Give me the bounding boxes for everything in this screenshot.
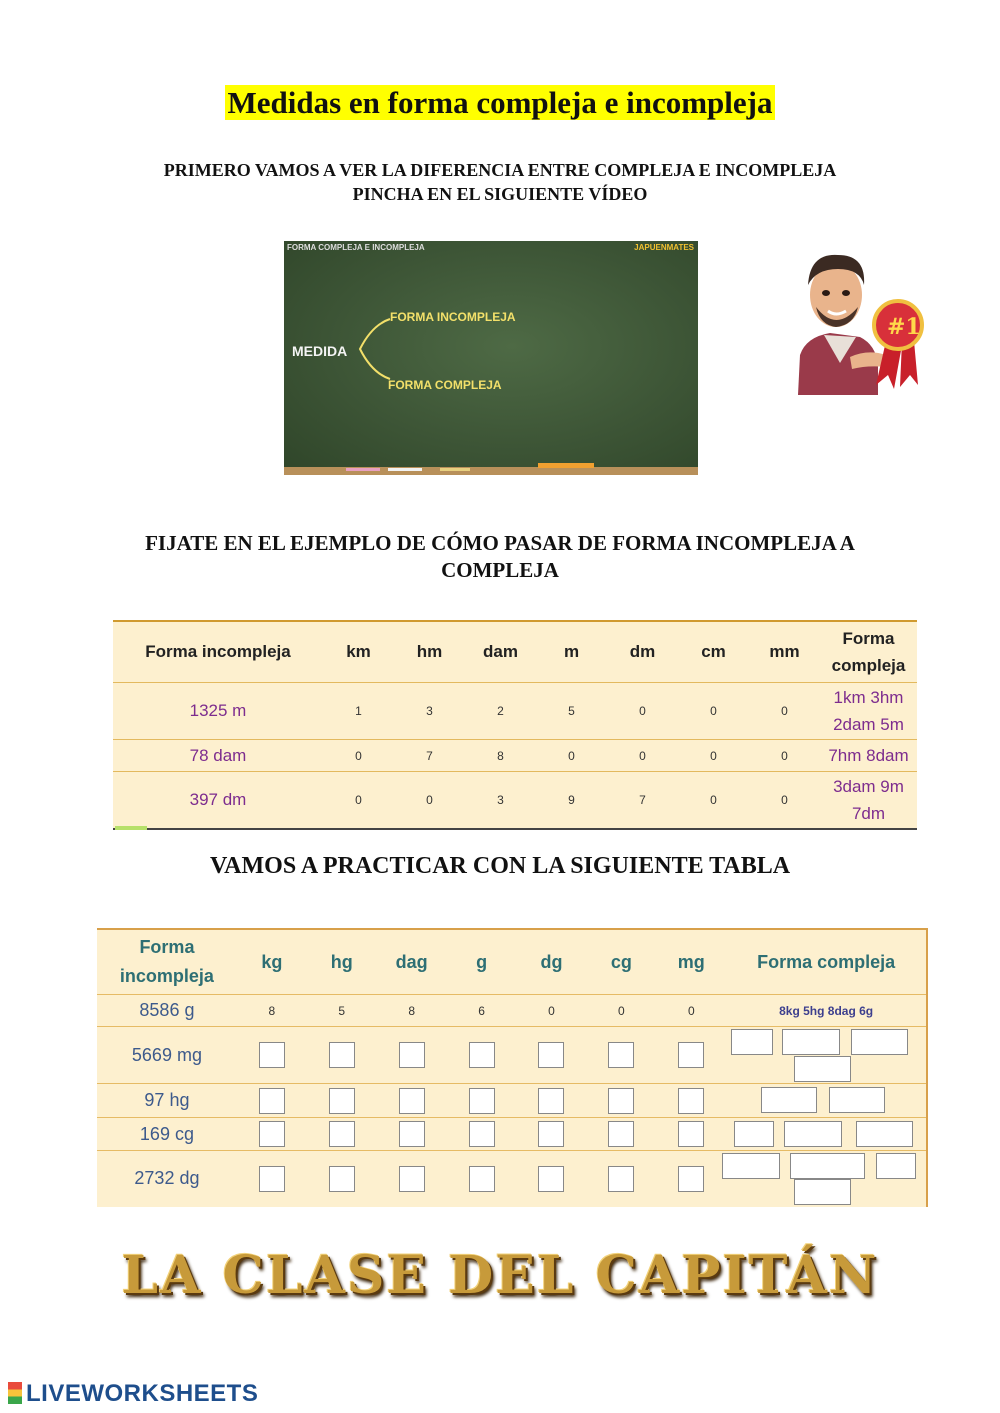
practice-header-cell: Forma compleja	[757, 951, 896, 972]
example-row	[97, 995, 927, 1027]
digit-cell: 0	[678, 683, 749, 740]
compleja-answer-cell	[726, 1151, 927, 1207]
answer-cell	[586, 1027, 656, 1084]
answer-box[interactable]	[538, 1088, 564, 1114]
answer-box[interactable]	[538, 1042, 564, 1068]
digit-cell: 3	[394, 683, 465, 740]
answer-cell	[377, 1084, 447, 1118]
answer-cell	[586, 1118, 656, 1151]
digit-cell: 0	[678, 740, 749, 772]
incompleja-cell: 5669 mg	[97, 1027, 237, 1084]
answer-box[interactable]	[329, 1121, 355, 1147]
digit-cell: 0	[749, 683, 820, 740]
compleja-answer-box[interactable]	[731, 1029, 773, 1055]
answer-cell	[447, 1084, 517, 1118]
compleja-answer-box[interactable]	[782, 1029, 840, 1055]
digit-cell: 0	[586, 995, 656, 1027]
answer-cell	[377, 1118, 447, 1151]
answer-cell	[307, 1084, 377, 1118]
section-example-line-1: FIJATE EN EL EJEMPLO DE CÓMO PASAR DE FORMA INCOMPLEJA A	[145, 531, 855, 555]
compleja-cell	[820, 683, 917, 740]
compleja-answer-box[interactable]	[876, 1153, 916, 1179]
header-incompleja: incompleja	[119, 966, 214, 986]
footer-logo	[8, 1380, 258, 1408]
answer-cell	[447, 1118, 517, 1151]
digit-cell: 0	[607, 683, 678, 740]
table-row	[113, 740, 917, 772]
example-header-row	[113, 621, 917, 683]
video-forma-compleja: FORMA COMPLEJA	[388, 378, 502, 392]
table-row	[113, 772, 917, 830]
compleja-line-2: 7dm	[851, 804, 886, 823]
answer-box[interactable]	[608, 1121, 634, 1147]
example-header-cell: dam	[483, 642, 518, 661]
example-header-cell: km	[346, 642, 371, 661]
answer-box[interactable]	[329, 1042, 355, 1068]
answer-box[interactable]	[678, 1042, 704, 1068]
answer-cell	[517, 1118, 587, 1151]
answer-box[interactable]	[259, 1088, 285, 1114]
example-header-cell: hm	[416, 642, 443, 661]
practice-header-cell: g	[476, 951, 488, 972]
intro-line-1: PRIMERO VAMOS A VER LA DIFERENCIA ENTRE COMPLEJA E INCOMPLEJA	[163, 160, 837, 180]
digit-cell: 8	[237, 995, 307, 1027]
digit-cell: 9	[536, 772, 607, 830]
digit-cell: 1	[323, 683, 394, 740]
liveworksheets-logo-icon	[8, 1382, 22, 1404]
answer-cell	[656, 1118, 726, 1151]
answer-box[interactable]	[469, 1166, 495, 1192]
compleja-answer-box[interactable]	[794, 1056, 851, 1082]
practice-header-cell: cg	[610, 951, 632, 972]
compleja-answer-box[interactable]	[784, 1121, 842, 1147]
board-ledge	[284, 467, 698, 475]
example-header-cell: m	[563, 642, 580, 661]
section-example-line-2: COMPLEJA	[441, 558, 559, 582]
answer-cell	[586, 1151, 656, 1207]
answer-cell	[307, 1118, 377, 1151]
footer-text: LIVEWORKSHEETS	[26, 1380, 259, 1407]
digit-cell: 3	[465, 772, 536, 830]
avatar-award-icon	[790, 245, 925, 395]
compleja-cell	[820, 772, 917, 830]
compleja-answer-box[interactable]	[790, 1153, 865, 1179]
example-header-cell: cm	[701, 642, 726, 661]
practice-header-cell	[97, 929, 237, 995]
incompleja-cell: 169 cg	[97, 1118, 237, 1151]
compleja-answer-cell	[726, 1027, 927, 1084]
answer-cell	[237, 1151, 307, 1207]
incompleja-cell: 397 dm	[113, 772, 323, 830]
digit-cell: 7	[394, 740, 465, 772]
digit-cell: 0	[749, 740, 820, 772]
answer-box[interactable]	[259, 1121, 285, 1147]
answer-cell	[307, 1027, 377, 1084]
table-row	[97, 1027, 927, 1084]
video-medida: MEDIDA	[292, 343, 348, 359]
intro-line-2: PINCHA EN EL SIGUIENTE VÍDEO	[352, 184, 648, 204]
svg-text:#1: #1	[887, 314, 921, 340]
digit-cell: 0	[749, 772, 820, 830]
answer-cell	[377, 1027, 447, 1084]
answer-box[interactable]	[399, 1121, 425, 1147]
answer-cell	[586, 1084, 656, 1118]
answer-box[interactable]	[259, 1166, 285, 1192]
compleja-line-2: 2dam 5m	[833, 715, 904, 734]
practice-table	[97, 928, 928, 1207]
example-header-cell: Forma incompleja	[145, 642, 291, 661]
digit-cell: 7	[607, 772, 678, 830]
video-header: FORMA COMPLEJA E INCOMPLEJA	[287, 243, 425, 252]
answer-box[interactable]	[329, 1166, 355, 1192]
page-title: Medidas en forma compleja e incompleja	[225, 85, 776, 120]
intro-text	[60, 158, 940, 206]
compleja-answer-box[interactable]	[761, 1087, 817, 1113]
brand-banner: LA CLASE DEL CAPITÁN	[121, 1245, 879, 1306]
answer-cell	[377, 1151, 447, 1207]
digit-cell: 0	[517, 995, 587, 1027]
digit-cell: 0	[607, 740, 678, 772]
header-forma: Forma	[842, 629, 895, 648]
example-header-cell	[820, 621, 917, 683]
answer-cell	[237, 1027, 307, 1084]
answer-cell	[517, 1151, 587, 1207]
practice-header-cell: kg	[261, 951, 283, 972]
brace-icon	[356, 317, 392, 381]
section-practice-heading: VAMOS A PRACTICAR CON LA SIGUIENTE TABLA	[209, 853, 791, 879]
answer-box[interactable]	[608, 1088, 634, 1114]
answer-box[interactable]	[469, 1042, 495, 1068]
compleja-answer-cell	[726, 1084, 927, 1118]
incompleja-cell: 8586 g	[97, 995, 237, 1027]
compleja-answer-box[interactable]	[794, 1179, 851, 1205]
answer-box[interactable]	[678, 1121, 704, 1147]
green-highlight	[115, 826, 147, 830]
answer-box[interactable]	[469, 1121, 495, 1147]
video-brand: JAPUENMATES	[634, 243, 694, 252]
header-forma: Forma	[139, 937, 195, 957]
table-row	[113, 683, 917, 740]
page-title-wrap	[0, 85, 1000, 121]
answer-cell	[237, 1084, 307, 1118]
digit-cell: 8	[465, 740, 536, 772]
answer-cell	[447, 1151, 517, 1207]
compleja-cell: 7hm 8dam	[820, 740, 917, 772]
answer-cell	[307, 1151, 377, 1207]
header-compleja: compleja	[831, 656, 906, 675]
compleja-line-1: 3dam 9m	[833, 777, 904, 796]
table-row	[97, 1118, 927, 1151]
incompleja-cell: 97 hg	[97, 1084, 237, 1118]
digit-cell: 5	[536, 683, 607, 740]
practice-header-cell: hg	[330, 951, 353, 972]
answer-box[interactable]	[399, 1088, 425, 1114]
digit-cell: 0	[394, 772, 465, 830]
practice-header-cell: dg	[540, 951, 563, 972]
example-header-cell: mm	[769, 642, 800, 661]
practice-header-cell: mg	[677, 951, 705, 972]
answer-box[interactable]	[678, 1088, 704, 1114]
table-row	[97, 1151, 927, 1207]
digit-cell: 2	[465, 683, 536, 740]
digit-cell: 5	[307, 995, 377, 1027]
video-thumbnail[interactable]	[284, 241, 698, 475]
answer-box[interactable]	[329, 1088, 355, 1114]
answer-cell	[237, 1118, 307, 1151]
example-table	[113, 620, 917, 830]
compleja-line-1: 1km 3hm	[833, 688, 904, 707]
answer-box[interactable]	[678, 1166, 704, 1192]
practice-header-row	[97, 929, 927, 995]
answer-box[interactable]	[469, 1088, 495, 1114]
video-forma-incompleja: FORMA INCOMPLEJA	[390, 310, 516, 324]
digit-cell: 0	[536, 740, 607, 772]
answer-cell	[656, 1084, 726, 1118]
answer-box[interactable]	[608, 1166, 634, 1192]
table-row	[97, 1084, 927, 1118]
answer-box[interactable]	[399, 1166, 425, 1192]
answer-box[interactable]	[538, 1121, 564, 1147]
example-header-cell: dm	[629, 642, 656, 661]
answer-cell	[517, 1027, 587, 1084]
answer-box[interactable]	[608, 1042, 634, 1068]
answer-cell	[656, 1151, 726, 1207]
digit-cell: 0	[323, 740, 394, 772]
digit-cell: 8	[377, 995, 447, 1027]
compleja-answer-box[interactable]	[856, 1121, 913, 1147]
incompleja-cell: 2732 dg	[97, 1151, 237, 1207]
compleja-answer-box[interactable]	[829, 1087, 885, 1113]
answer-cell	[656, 1027, 726, 1084]
incompleja-cell: 78 dam	[113, 740, 323, 772]
digit-cell: 6	[447, 995, 517, 1027]
section-example-heading	[60, 530, 940, 584]
answer-box[interactable]	[399, 1042, 425, 1068]
compleja-cell: 8kg 5hg 8dag 6g	[726, 995, 927, 1027]
digit-cell: 0	[323, 772, 394, 830]
answer-cell	[447, 1027, 517, 1084]
compleja-answer-box[interactable]	[734, 1121, 774, 1147]
answer-box[interactable]	[259, 1042, 285, 1068]
incompleja-cell: 1325 m	[113, 683, 323, 740]
answer-cell	[517, 1084, 587, 1118]
digit-cell: 0	[656, 995, 726, 1027]
compleja-answer-box[interactable]	[722, 1153, 780, 1179]
answer-box[interactable]	[538, 1166, 564, 1192]
practice-header-cell: dag	[395, 951, 428, 972]
compleja-answer-box[interactable]	[851, 1029, 908, 1055]
compleja-answer-cell	[726, 1118, 927, 1151]
digit-cell: 0	[678, 772, 749, 830]
